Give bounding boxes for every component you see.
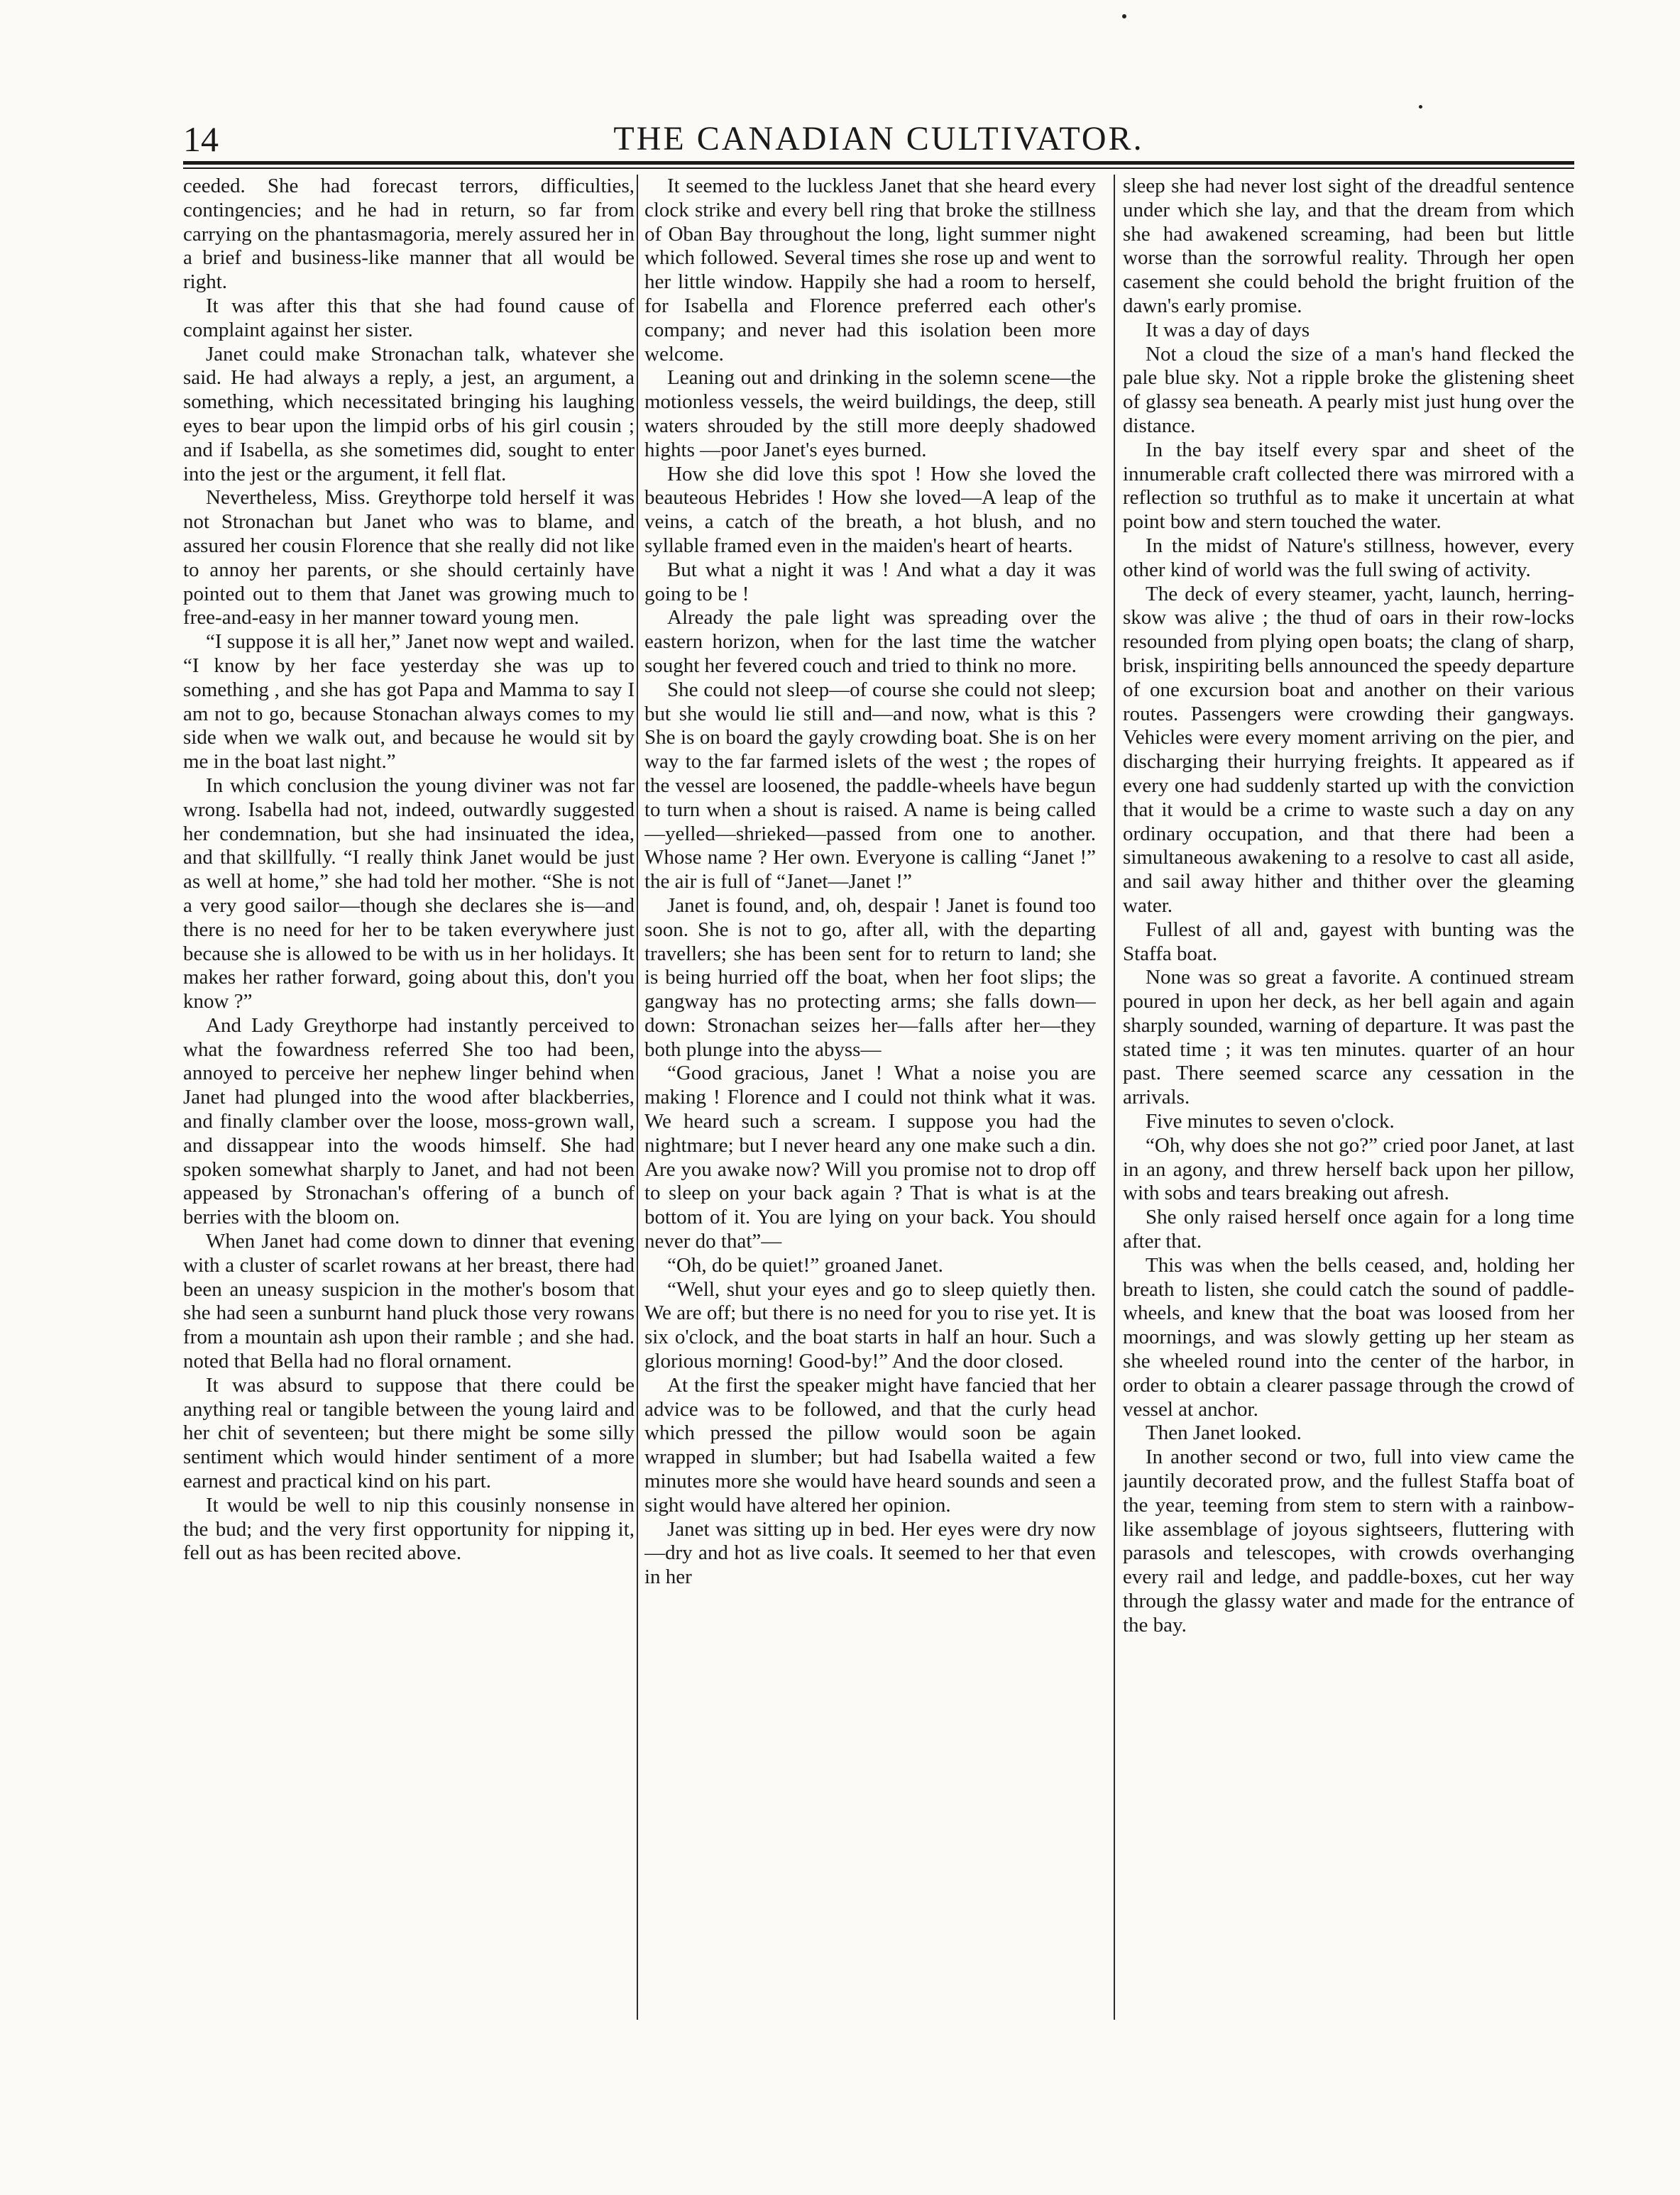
page-header <box>183 121 1574 158</box>
paragraph: “I suppose it is all her,” Janet now wept and wailed. “I know by her face yesterday she was up to something , and she has got Papa and Mamma to say I am not to go, because Stonachan always comes to my side when we walk out, and because he would sit by me in the boat last night.” <box>183 630 635 774</box>
page-number: 14 <box>183 119 219 159</box>
text-column-2 <box>644 175 1096 2013</box>
paragraph: Janet is found, and, oh, despair ! Janet is found too soon. She is not to go, after all, with the departing travellers; she has been sent for to return to land; she is being hurried off the boat, when her foot slips; the gangway has no protecting arms; she falls down—down: Stronachan seizes her—falls after her—they both plunge into the abyss— <box>644 893 1096 1061</box>
paragraph: She could not sleep—of course she could not sleep; but she would lie still and—and now, what is this ? She is on board the gayly crowding boat. She is on her way to the far farmed islets of the west ; the ropes of the vessel are loosened, the paddle-wheels have begun to turn when a shout is raised. A name is being called —yelled—shrieked—passed from one to another. Whose name ? Her own. Everyone is calling “Janet !” the air is full of “Janet—Janet !” <box>644 678 1096 893</box>
paragraph: It would be well to nip this cousinly nonsense in the bud; and the very first opportunity for nipping it, fell out as has been recited above. <box>183 1493 635 1565</box>
paragraph: She only raised herself once again for a long time after that. <box>1123 1206 1574 1253</box>
paragraph: How she did love this spot ! How she loved the beauteous Hebrides ! How she loved—A leap of the veins, a catch of the breath, a hot blush, and no syllable framed even in the maiden's heart of hearts. <box>644 462 1096 557</box>
paragraph: None was so great a favorite. A continued stream poured in upon her deck, as her bell again and again sharply sounded, warning of departure. It was past the stated time ; it was ten minutes. quarter of an hour past. There seemed scarce any cessation in the arrivals. <box>1123 966 1574 1109</box>
paragraph: ceeded. She had forecast terrors, difficulties, contingencies; and he had in return, so far from carrying on the phantasmagoria, merely assured her in a brief and business-like manner that all would be right. <box>183 175 635 294</box>
paragraph: Five minutes to seven o'clock. <box>1146 1110 1395 1133</box>
paragraph: And Lady Greythorpe had instantly perceived to what the fowardness referred She too had been, annoyed to perceive her nephew linger behind when Janet had plunged into the wood after blackberries, and finally clamber over the loose, moss-grown wall, and dissappear into the woods himself. She had spoken somewhat sharply to Janet, and had not been appeased by Stronachan's offering of a bunch of berries with the bloom on. <box>183 1013 635 1229</box>
paragraph: At the first the speaker might have fancied that her advice was to be followed, and that the curly head which pressed the pillow would soon be again wrapped in slumber; but had Isabella waited a few minutes more she would have heard sounds and seen a sight would have altered her opinion. <box>644 1373 1096 1517</box>
paragraph: This was when the bells ceased, and, holding her breath to listen, she could catch the sound of paddle-wheels, and knew that the boat was loosed from her moornings, and was slowly getting up her steam as she wheeled round into the center of the harbor, in order to obtain a clearer passage through the crowd of vessel at anchor. <box>1123 1253 1574 1421</box>
paragraph: In the midst of Nature's stillness, however, every other kind of world was the full swing of activity. <box>1123 534 1574 581</box>
paragraph: But what a night it was ! And what a day it was going to be ! <box>644 558 1096 605</box>
paragraph: In the bay itself every spar and sheet of the innumerable craft collected there was mirrored with a reflection so truthful as to make it uncertain at what point bow and stern touched the water. <box>1123 438 1574 534</box>
header-rule-thick <box>183 161 1574 165</box>
ink-speck <box>1419 105 1422 109</box>
paragraph: Then Janet looked. <box>1146 1421 1302 1445</box>
paragraph: “Oh, why does she not go?” cried poor Janet, at last in an agony, and threw herself back upon her pillow, with sobs and tears breaking out afresh. <box>1123 1133 1574 1205</box>
paragraph: When Janet had come down to dinner that evening with a cluster of scarlet rowans at her breast, there had been an uneasy suspicion in the mother's bosom that she had seen a sunburnt hand pluck those very rowans from a mountain ash upon their ramble ; and she had. noted that Bella had no floral ornament. <box>183 1230 635 1373</box>
paragraph: It was a day of days <box>1146 318 1310 341</box>
paragraph: sleep she had never lost sight of the dreadful sentence under which she lay, and that the dream from which she had awakened screaming, had been but little worse than the sorrowful reality. Through her open casement she could behold the bright fruition of the dawn's early promise. <box>1123 175 1574 317</box>
paragraph: Already the pale light was spreading over the eastern horizon, when for the last time the watcher sought her fevered couch and tried to think no more. <box>644 606 1096 677</box>
paragraph: Janet could make Stronachan talk, whatever she said. He had always a reply, a jest, an argument, a something, which necessitated bringing his laughing eyes to bear upon the limpid orbs of his girl cousin ; and if Isabella, as she sometimes did, sought to enter into the jest or the argument, it fell flat. <box>183 342 635 485</box>
paragraph: Nevertheless, Miss. Greythorpe told herself it was not Stronachan but Janet who was to blame, and assured her cousin Florence that she really did not like to annoy her parents, or she should certainly have pointed out to them that Janet was growing much to free-and-easy in her manner toward young men. <box>183 486 635 629</box>
paragraph: Leaning out and drinking in the solemn scene—the motionless vessels, the weird buildings, the deep, still waters shrouded by the still more deeply shadowed hights —poor Janet's eyes burned. <box>644 366 1096 461</box>
paragraph: It was after this that she had found cause of complaint against her sister. <box>183 294 635 341</box>
paragraph: It was absurd to suppose that there could be anything real or tangible between the young laird and her chit of seventeen; but there might be some silly sentiment which would hinder sentiment of a more earnest and practical kind on his part. <box>183 1373 635 1493</box>
text-column-3 <box>1123 175 1574 2013</box>
paragraph: Janet was sitting up in bed. Her eyes were dry now—dry and hot as live coals. It seemed to her that even in her <box>644 1517 1096 1589</box>
column-divider <box>1114 175 1115 2020</box>
paragraph: It seemed to the luckless Janet that she heard every clock strike and every bell ring that broke the stillness of Oban Bay throughout the long, light summer night which followed. Several times she rose up and went to her little window. Happily she had a room to herself, for Isabella and Florence preferred each other's company; and never had this isolation been more welcome. <box>644 175 1096 365</box>
paragraph: In another second or two, full into view came the jauntily decorated prow, and the fullest Staffa boat of the year, teeming from stem to stern with a rainbow-like assemblage of joyous sightseers, fluttering with parasols and telescopes, with crowds overhanging every rail and ledge, and paddle-boxes, cut her way through the glassy water and made for the entrance of the bay. <box>1123 1446 1574 1636</box>
paragraph: “Well, shut your eyes and go to sleep quietly then. We are off; but there is no need for you to rise yet. It is six o'clock, and the boat starts in half an hour. Such a glorious morning! Good-by!” And the door closed. <box>644 1277 1096 1373</box>
text-column-1 <box>183 175 635 2013</box>
paragraph: Fullest of all and, gayest with bunting was the Staffa boat. <box>1123 918 1574 965</box>
paragraph: The deck of every steamer, yacht, launch, herring-skow was alive ; the thud of oars in their row-locks resounded from plying open boats; the clang of sharp, brisk, inspiriting bells announced the speedy departure of one excursion boat and another on their various routes. Passengers were crowding their gangways. Vehicles were every moment arriving on the pier, and discharging their hurrying freights. It appeared as if every one had suddenly started up with the conviction that it would be a crime to waste such a day on any ordinary occupation, and that there had been a simultaneous awakening to a resolve to cast all aside, and sail away hither and thither over the gleaming water. <box>1123 582 1574 917</box>
ink-speck <box>1122 14 1126 18</box>
header-rule-thin <box>183 167 1574 169</box>
paragraph: Not a cloud the size of a man's hand flecked the pale blue sky. Not a ripple broke the glistening sheet of glassy sea beneath. A pearly mist just hung over the distance. <box>1123 342 1574 437</box>
paragraph: In which conclusion the young diviner was not far wrong. Isabella had not, indeed, outwardly suggested her condemnation, but she had insinuated the idea, and that skillfully. “I really think Janet would be just as well at home,” she had told her mother. “She is not a very good sailor—though she declares she is—and there is no need for her to be taken everywhere just because she is allowed to be with us in her holidays. It makes her rather forward, going about this, don't you know ?” <box>183 774 635 1013</box>
masthead-title: THE CANADIAN CULTIVATOR. <box>613 120 1144 158</box>
paragraph: “Oh, do be quiet!” groaned Janet. <box>667 1253 943 1277</box>
paragraph: “Good gracious, Janet ! What a noise you are making ! Florence and I could not think what it was. We heard such a scream. I suppose you had the nightmare; but I never heard any one make such a din. Are you awake now? Will you promise not to drop off to sleep on your back again ? That is what is at the bottom of it. You are lying on your back. You should never do that”— <box>644 1062 1096 1253</box>
column-divider <box>637 175 638 2020</box>
